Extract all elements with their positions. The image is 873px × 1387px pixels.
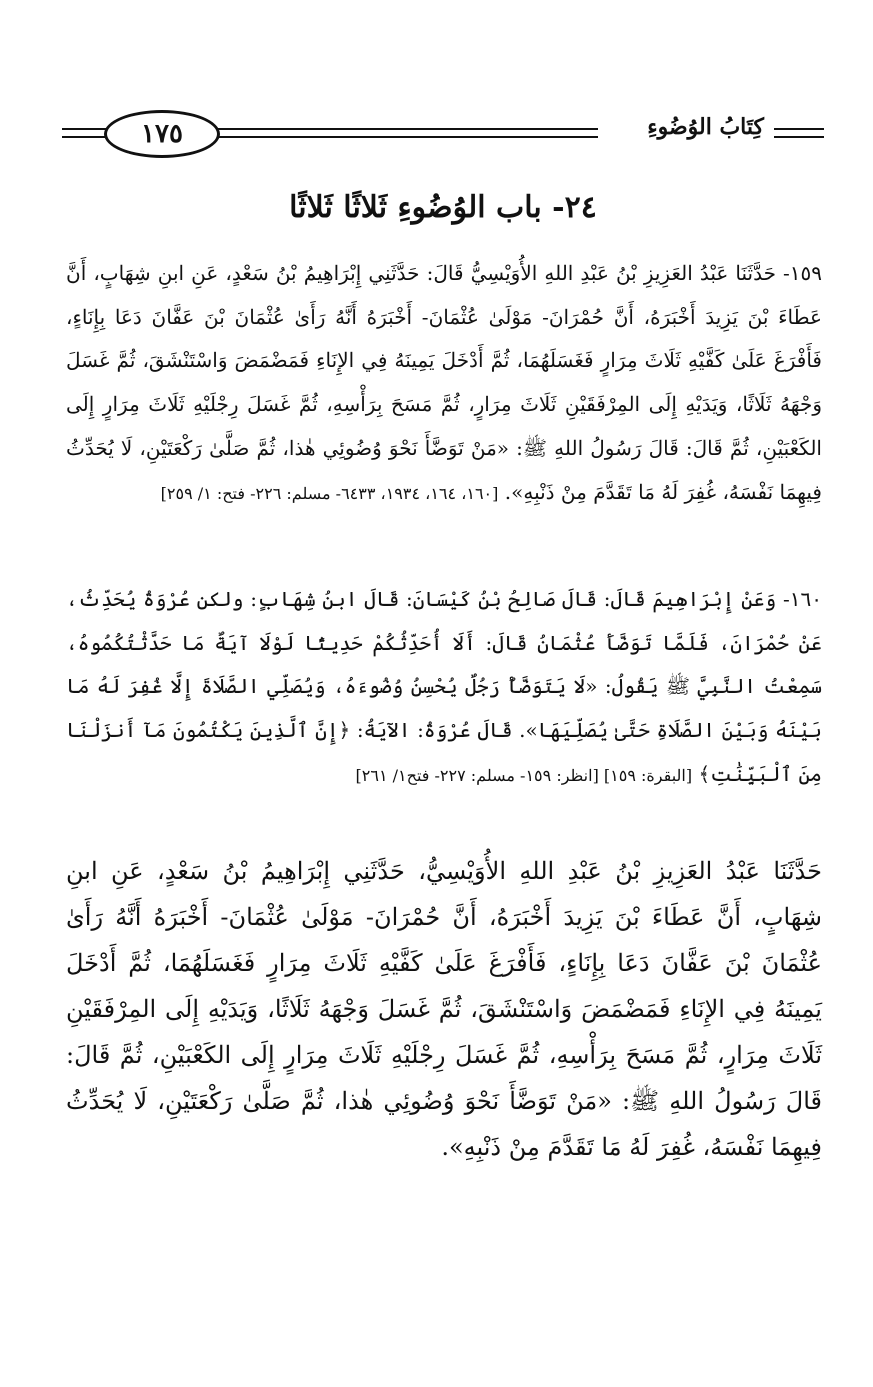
page-number: ١٧٥	[104, 110, 220, 158]
hadith-160-reference: [البقرة: ١٥٩] [انظر: ١٥٩- مسلم: ٢٢٧- فتح١/ ٢٦١]	[355, 765, 693, 785]
page-header	[62, 106, 824, 162]
quran-verse: ﴿إِنَّ ٱلَّذِينَ يَكْتُمُونَ مَآ أَنزَلْنَا مِنَ ٱلْبَيِّنَٰتِ﴾	[66, 718, 822, 786]
hadith-159-text: ١٥٩- حَدَّثَنَا عَبْدُ العَزِيزِ بْنُ عَبْدِ اللهِ الأُوَيْسِيُّ قَالَ: حَدَّثَنِي إِبْرَاهِيمُ بْنُ سَعْدٍ، عَنِ ابنِ شِهَابٍ، أَنَّ عَطَاءَ بْنَ يَزِيدَ أَخْبَرَهُ، أَنَّ حُمْرَانَ- مَوْلَىٰ عُثْمَانَ- أَخْبَرَهُ أَنَّهُ رَأَىٰ عُثْمَانَ بْنَ عَفَّانَ دَعَا بِإِنَاءٍ، فَأَفْرَغَ عَلَىٰ كَفَّيْهِ ثَلَاثَ مِرَارٍ فَغَسَلَهُمَا، ثُمَّ أَدْخَلَ يَمِينَهُ فِي الإِنَاءِ فَمَضْمَضَ وَاسْتَنْشَقَ، ثُمَّ غَسَلَ وَجْهَهُ ثَلَاثًا، وَيَدَيْهِ إِلَى المِرْفَقَيْنِ ثَلَاثَ مِرَارٍ، ثُمَّ مَسَحَ بِرَأْسِهِ، ثُمَّ غَسَلَ رِجْلَيْهِ ثَلَاثَ مِرَارٍ إِلَى الكَعْبَيْنِ، ثُمَّ قَالَ: قَالَ رَسُولُ اللهِ ﷺ: «مَنْ تَوَضَّأَ نَحْوَ وُضُوئِي هٰذا، ثُمَّ صَلَّىٰ رَكْعَتَيْنِ، لَا يُحَدِّثُ فِيهِمَا نَفْسَهُ، غُفِرَ لَهُ مَا تَقَدَّمَ مِنْ ذَنْبِهِ».	[66, 261, 822, 504]
chapter-title: ٢٤- باب الوُضُوءِ ثَلاثًا ثَلاثًا	[289, 190, 597, 225]
header-rule-right-2	[774, 136, 824, 138]
header-rule-middle-2	[218, 136, 598, 138]
header-rule-middle	[218, 128, 598, 130]
commentary-paragraph: حَدَّثَنَا عَبْدُ العَزِيزِ بْنُ عَبْدِ اللهِ الأُوَيْسِيُّ، حَدَّثَنِي إِبْرَاهِيمُ بْنُ سَعْدٍ، عَنِ ابنِ شِهَابٍ، أَنَّ عَطَاءَ بْنَ يَزِيدَ أَخْبَرَهُ، أَنَّ حُمْرَانَ- مَوْلَىٰ عُثْمَانَ- أَخْبَرَهُ أَنَّهُ رَأَىٰ عُثْمَانَ بْنَ عَفَّانَ دَعَا بِإِنَاءٍ، فَأَفْرَغَ عَلَىٰ كَفَّيْهِ ثَلَاثَ مِرَارٍ فَغَسَلَهُمَا، ثُمَّ أَدْخَلَ يَمِينَهُ فِي الإِنَاءِ فَمَضْمَضَ وَاسْتَنْشَقَ، ثُمَّ غَسَلَ وَجْهَهُ ثَلَاثًا، وَيَدَيْهِ إِلَى المِرْفَقَيْنِ ثَلَاثَ مِرَارٍ، ثُمَّ مَسَحَ بِرَأْسِهِ، ثُمَّ غَسَلَ رِجْلَيْهِ ثَلَاثَ مِرَارٍ إِلَى الكَعْبَيْنِ، ثُمَّ قَالَ: قَالَ رَسُولُ اللهِ ﷺ: «مَنْ تَوَضَّأَ نَحْوَ وُضُوئِي هٰذا، ثُمَّ صَلَّىٰ رَكْعَتَيْنِ، لَا يُحَدِّثُ فِيهِمَا نَفْسَهُ، غُفِرَ لَهُ مَا تَقَدَّمَ مِنْ ذَنْبِهِ».	[66, 857, 823, 1161]
hadith-160-text: ١٦٠- وَعَنْ إِبْرَاهِيمَ قَالَ: قَالَ صَالِحُ بْنُ كَيْسَانَ: قَالَ ابنُ شِهَابٍ: ولكن عُرْوَةُ يُحَدِّثُ، عَنْ حُمْرَانَ، فَلَمَّا تَوَضَّأَ عُثْمَانُ قَالَ: أَلَا أُحَدِّثُكُمْ حَدِيثًا لَوْلَا آيَةٌ مَا حَدَّثْتُكُمُوهُ، سَمِعْتُ النَّبِيَّ ﷺ يَقُولُ: «لَا يَتَوَضَّأُ رَجُلٌ يُحْسِنُ وُضُوءَهُ، وَيُصَلِّي الصَّلَاةَ إِلَّا غُفِرَ لَهُ مَا بَيْنَهُ وَبَيْنَ الصَّلَاةِ حَتَّىٰ يُصَلِّيَهَا». قَالَ عُرْوَةُ: الآيَةُ:	[66, 587, 823, 743]
hadith-159-reference: [١٦٠، ١٦٤، ١٩٣٤، ٦٤٣٣- مسلم: ٢٢٦- فتح: ١/ ٢٥٩]	[160, 483, 499, 503]
header-rule-left	[62, 128, 106, 130]
hadith-160	[66, 578, 822, 798]
running-title: كِتَابُ الوُضُوءِ	[647, 114, 764, 140]
header-rule-right	[774, 128, 824, 130]
hadith-159	[66, 252, 822, 515]
header-rule-left-2	[62, 136, 106, 138]
